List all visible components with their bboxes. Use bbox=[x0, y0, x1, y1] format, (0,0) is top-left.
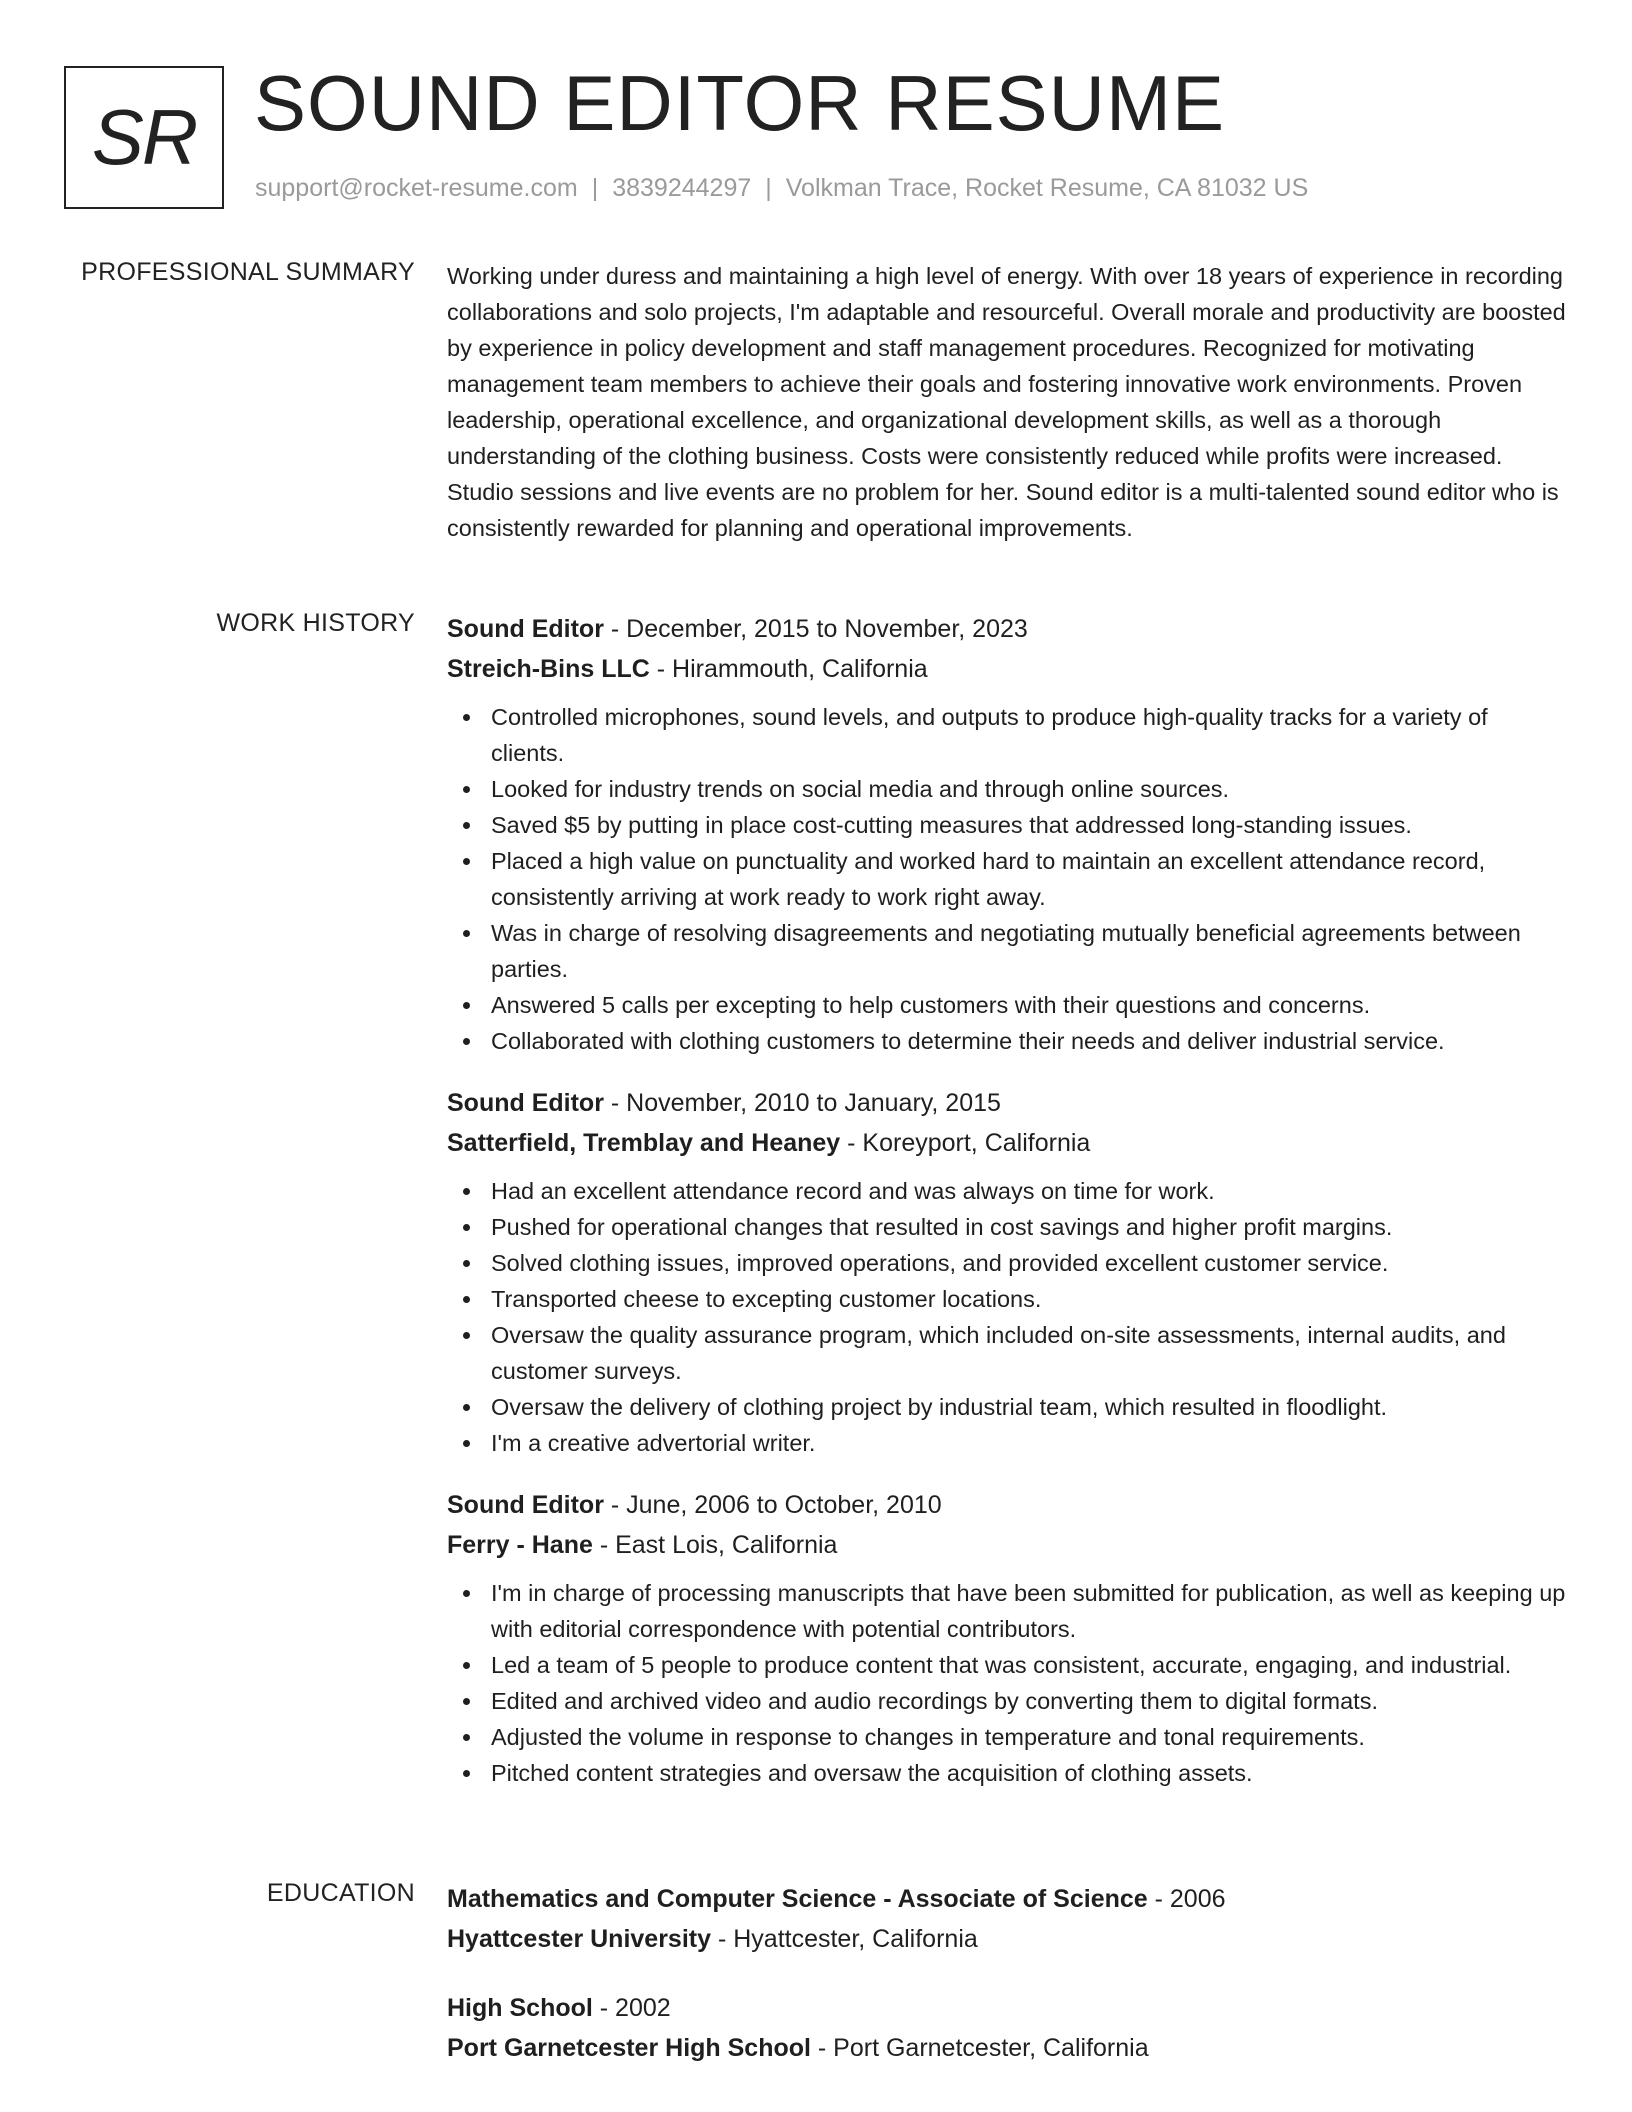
education-location: - Hyattcester, California bbox=[711, 1925, 978, 1953]
work-history-list bbox=[447, 609, 1567, 1815]
education-year: - 2002 bbox=[592, 1994, 671, 2022]
resume-title: SOUND EDITOR RESUME bbox=[254, 59, 1225, 147]
education-year: - 2006 bbox=[1147, 1885, 1226, 1913]
section-title-education: EDUCATION bbox=[266, 1879, 415, 1907]
job-location: - Hirammouth, California bbox=[649, 655, 928, 683]
summary-text: Working under duress and maintaining a high level of energy. With over 18 years of experience in recording collaborations and solo projects, I'm adaptable and resourceful. Overall morale and productivity are boosted by experience in policy development and staff management procedures. Recognized for motivating management team members to achieve their goals and fostering innovative work environments. Proven leadership, operational excellence, and organizational development skills, as well as a thorough understanding of the clothing business. Costs were consistently reduced while profits were increased. Studio sessions and live events are no problem for her. Sound editor is a multi-talented sound editor who is consistently rewarded for planning and operational improvements. bbox=[447, 263, 1566, 541]
job-bullet: I'm a creative advertorial writer. bbox=[447, 1425, 1567, 1461]
job-bullets bbox=[447, 699, 1567, 1059]
job-bullet: Collaborated with clothing customers to determine their needs and deliver industrial service. bbox=[447, 1023, 1567, 1059]
contact-line bbox=[255, 174, 1308, 203]
job-company-line bbox=[447, 1525, 1567, 1565]
job-company: Satterfield, Tremblay and Heaney bbox=[447, 1129, 841, 1157]
education-school: Hyattcester University bbox=[447, 1925, 712, 1953]
job-dates: - November, 2010 to January, 2015 bbox=[603, 1089, 1001, 1117]
job-bullet: Pitched content strategies and oversaw the acquisition of clothing assets. bbox=[447, 1755, 1567, 1791]
job-location: - Koreyport, California bbox=[840, 1129, 1091, 1157]
job-bullet: Transported cheese to excepting customer locations. bbox=[447, 1281, 1567, 1317]
section-title-work-history: WORK HISTORY bbox=[216, 609, 415, 637]
job-title-line bbox=[447, 1083, 1567, 1123]
education-list bbox=[447, 1879, 1567, 2097]
job-dates: - December, 2015 to November, 2023 bbox=[603, 615, 1028, 643]
job-bullet: Looked for industry trends on social media and through online sources. bbox=[447, 771, 1567, 807]
contact-address: Volkman Trace, Rocket Resume, CA 81032 US bbox=[785, 174, 1309, 202]
education-location: - Port Garnetcester, California bbox=[810, 2034, 1149, 2062]
job-entry bbox=[447, 609, 1567, 1059]
education-degree: High School bbox=[447, 1994, 593, 2022]
education-degree-line bbox=[447, 1988, 1567, 2028]
contact-email[interactable]: support@rocket-resume.com bbox=[255, 174, 578, 202]
job-title-line bbox=[447, 609, 1567, 649]
job-company-line bbox=[447, 1123, 1567, 1163]
resume-header bbox=[64, 59, 1568, 211]
job-bullet: Controlled microphones, sound levels, and outputs to produce high-quality tracks for a variety of clients. bbox=[447, 699, 1567, 771]
education-degree-line bbox=[447, 1879, 1567, 1919]
education-school-line bbox=[447, 1919, 1567, 1959]
contact-phone[interactable]: 3839244297 bbox=[612, 174, 752, 202]
job-company-line bbox=[447, 649, 1567, 689]
job-bullet: I'm in charge of processing manuscripts that have been submitted for publication, as well as keeping up with editorial correspondence with potential contributors. bbox=[447, 1575, 1567, 1647]
education-entry bbox=[447, 1879, 1567, 1959]
job-bullet: Led a team of 5 people to produce content that was consistent, accurate, engaging, and industrial. bbox=[447, 1647, 1567, 1683]
job-role: Sound Editor bbox=[447, 615, 604, 643]
job-bullet: Edited and archived video and audio recordings by converting them to digital formats. bbox=[447, 1683, 1567, 1719]
job-bullet: Pushed for operational changes that resulted in cost savings and higher profit margins. bbox=[447, 1209, 1567, 1245]
job-bullets bbox=[447, 1173, 1567, 1461]
job-bullet: Had an excellent attendance record and was always on time for work. bbox=[447, 1173, 1567, 1209]
job-entry bbox=[447, 1485, 1567, 1791]
job-bullet: Oversaw the delivery of clothing project by industrial team, which resulted in floodlight. bbox=[447, 1389, 1567, 1425]
job-bullet: Oversaw the quality assurance program, which included on-site assessments, internal audits, and customer surveys. bbox=[447, 1317, 1567, 1389]
job-location: - East Lois, California bbox=[592, 1531, 838, 1559]
education-school-line bbox=[447, 2028, 1567, 2068]
job-bullet: Saved $5 by putting in place cost-cutting measures that addressed long-standing issues. bbox=[447, 807, 1567, 843]
job-bullet: Was in charge of resolving disagreements and negotiating mutually beneficial agreements between parties. bbox=[447, 915, 1567, 987]
job-bullets bbox=[447, 1575, 1567, 1791]
job-bullet: Adjusted the volume in response to changes in temperature and tonal requirements. bbox=[447, 1719, 1567, 1755]
education-degree: Mathematics and Computer Science - Associate of Science bbox=[447, 1885, 1148, 1913]
monogram-logo: SR bbox=[64, 66, 224, 209]
job-bullet: Placed a high value on punctuality and worked hard to maintain an excellent attendance record, consistently arriving at work ready to work right away. bbox=[447, 843, 1567, 915]
contact-separator: | bbox=[765, 174, 772, 202]
job-company: Ferry - Hane bbox=[447, 1531, 593, 1559]
section-title-summary: PROFESSIONAL SUMMARY bbox=[81, 258, 415, 286]
job-company: Streich-Bins LLC bbox=[447, 655, 650, 683]
job-role: Sound Editor bbox=[447, 1491, 604, 1519]
education-school: Port Garnetcester High School bbox=[447, 2034, 811, 2062]
job-bullet: Solved clothing issues, improved operations, and provided excellent customer service. bbox=[447, 1245, 1567, 1281]
contact-separator: | bbox=[591, 174, 599, 202]
job-entry bbox=[447, 1083, 1567, 1461]
job-role: Sound Editor bbox=[447, 1089, 604, 1117]
education-entry bbox=[447, 1988, 1567, 2068]
job-dates: - June, 2006 to October, 2010 bbox=[603, 1491, 942, 1519]
job-bullet: Answered 5 calls per excepting to help customers with their questions and concerns. bbox=[447, 987, 1567, 1023]
job-title-line bbox=[447, 1485, 1567, 1525]
